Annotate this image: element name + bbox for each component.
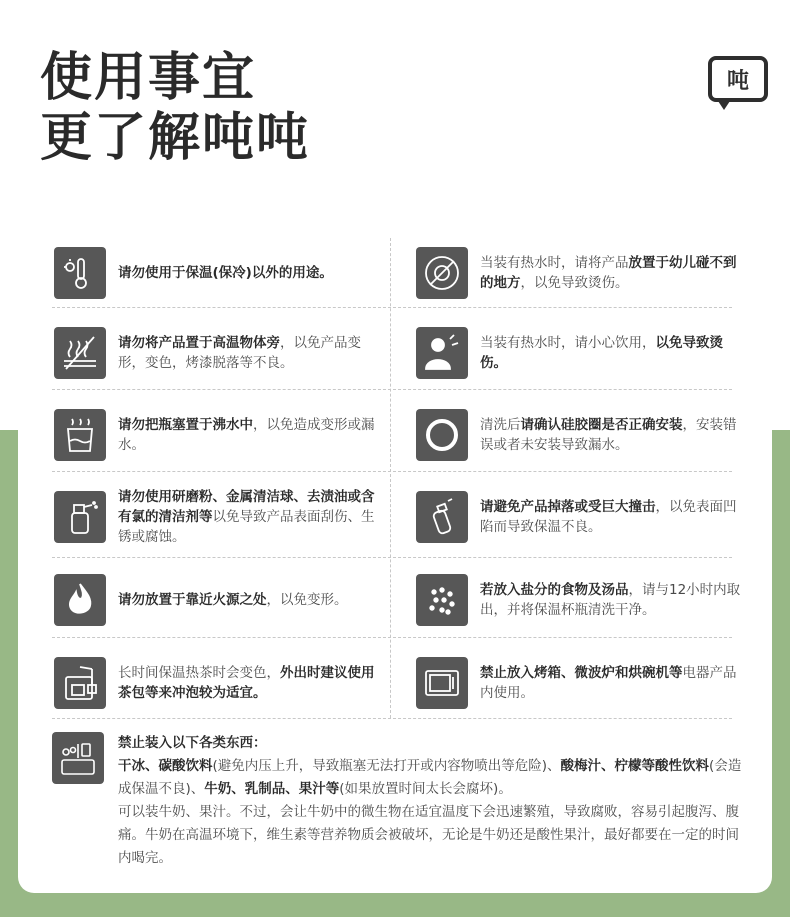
right-tip-5: [416, 565, 746, 635]
prohibited-text: [118, 732, 742, 870]
logo-text: 吨: [726, 68, 749, 94]
tip-bold-before: 若放入盐分的食物及汤品: [480, 582, 629, 598]
tip-text: [118, 333, 384, 373]
divider-2: [52, 389, 732, 390]
falling-bottle-icon: [416, 491, 468, 543]
tip-normal: ，以免表面凹陷而导致保温不良。: [480, 499, 737, 535]
tip-text: [118, 590, 348, 610]
tip-normal: 长时间保温热茶时会变色，: [118, 665, 280, 681]
bottom-bold-2: 酸梅汁、柠檬等酸性饮料: [560, 758, 710, 774]
left-tip-6: [54, 648, 384, 718]
tip-text: [118, 663, 384, 703]
tip-bold-after: 放置于幼儿碰不到的地方: [480, 255, 737, 291]
left-tip-1: [54, 238, 384, 308]
bottom-normal-2: (会造成保温不良)、: [118, 758, 742, 797]
divider-6: [52, 718, 732, 719]
divider-vertical: [390, 238, 391, 718]
brand-logo: [708, 56, 768, 102]
tip-normal: 当装有热水时，请将产品: [480, 255, 629, 271]
salt-icon: [416, 574, 468, 626]
tip-bold-after: 请确认硅胶圈是否正确安装: [520, 417, 683, 433]
tip-text: [480, 333, 746, 373]
divider-5: [52, 637, 732, 638]
tip-text: [480, 415, 746, 455]
tip-text: [480, 580, 746, 620]
tip-bold-before: 请勿使用于保温(保冷)以外的用途。: [118, 265, 333, 281]
right-tip-2: [416, 318, 746, 388]
no-baby-icon: [416, 247, 468, 299]
left-tip-2: [54, 318, 384, 388]
tip-text: [118, 487, 384, 547]
right-tip-6: [416, 648, 746, 718]
tea-bag-icon: [54, 657, 106, 709]
tip-text: [480, 253, 746, 293]
silicone-ring-icon: [416, 409, 468, 461]
tip-bold-before: 请勿使用研磨粉、金属清洁球、去渍油或含有氯的清洁剂等: [118, 489, 375, 525]
fire-icon: [54, 574, 106, 626]
bottom-bold-1: 干冰、碳酸饮料: [118, 758, 213, 774]
bottom-bold-3: 牛奶、乳制品、果汁等: [204, 781, 340, 797]
title-line-2: 更了解吨吨: [40, 108, 311, 168]
person-drinking-icon: [416, 327, 468, 379]
boiling-water-icon: [54, 409, 106, 461]
right-tip-1: [416, 238, 746, 308]
bottle-items-icon: [52, 732, 104, 784]
right-tip-4: [416, 482, 746, 552]
tip-bold-before: 请勿把瓶塞置于沸水中: [118, 417, 253, 433]
tip-normal: ，以免产品变形，变色，烤漆脱落等不良。: [118, 335, 361, 371]
tip-normal: 当装有热水时，请小心饮用，: [480, 335, 656, 351]
left-tip-5: [54, 565, 384, 635]
tip-bold-after: 以免导致烫伤。: [480, 335, 723, 371]
prohibited-items-section: [52, 732, 742, 870]
tip-tail: ，以免导致烫伤。: [520, 275, 629, 291]
heat-surface-icon: [54, 327, 106, 379]
logo-tail: [716, 98, 732, 110]
divider-3: [52, 471, 732, 472]
tip-bold-before: 请避免产品掉落或受巨大撞击: [480, 499, 656, 515]
bottom-heading: 禁止装入以下各类东西：: [118, 735, 267, 751]
tip-bold-before: 请勿将产品置于高温物体旁: [118, 335, 280, 351]
divider-4: [52, 557, 732, 558]
tip-normal: ，请与12小时内取出，并将保温杯瓶清洗干净。: [480, 582, 741, 618]
bottom-paragraph-2: 可以装牛奶、果汁。不过，会让牛奶中的微生物在适宜温度下会迅速繁殖，导致腐败，容易引起腹泻、腹痛。牛奶在高温环境下，维生素等营养物质会被破坏，无论是牛奶还是酸性果汁，最好都要在一定的时间内喝完。: [118, 804, 739, 866]
tip-bold-after: 外出时建议使用茶包等来冲泡较为适宜。: [118, 665, 375, 701]
right-tip-3: [416, 400, 746, 470]
tip-tail: ，安装错误或者未安装导致漏水。: [480, 417, 737, 453]
tip-normal: ，以免造成变形或漏水。: [118, 417, 375, 453]
tip-text: [118, 263, 333, 283]
page-title: [40, 48, 310, 168]
tip-bold-before: 请勿放置于靠近火源之处: [118, 592, 267, 608]
tip-normal: 以免导致产品表面刮伤、生锈或腐蚀。: [118, 509, 375, 545]
tip-bold-before: 禁止放入烤箱、微波炉和烘碗机等: [480, 665, 683, 681]
left-tip-3: [54, 400, 384, 470]
tip-normal: 清洗后: [480, 417, 521, 433]
tip-text: [480, 497, 746, 537]
tip-normal: ，以免变形。: [266, 592, 348, 608]
thermometer-icon: [54, 247, 106, 299]
spray-bottle-icon: [54, 491, 106, 543]
title-line-1: 使用事宜: [40, 48, 257, 108]
tip-normal: 电器产品内使用。: [480, 665, 737, 701]
left-tip-4: [54, 482, 384, 552]
bottom-normal-3: (如果放置时间太长会腐坏)。: [339, 781, 512, 797]
tip-text: [480, 663, 746, 703]
microwave-icon: [416, 657, 468, 709]
tip-text: [118, 415, 384, 455]
bottom-normal-1: (避免内压上升，导致瓶塞无法打开或内容物喷出等危险)、: [212, 758, 561, 774]
